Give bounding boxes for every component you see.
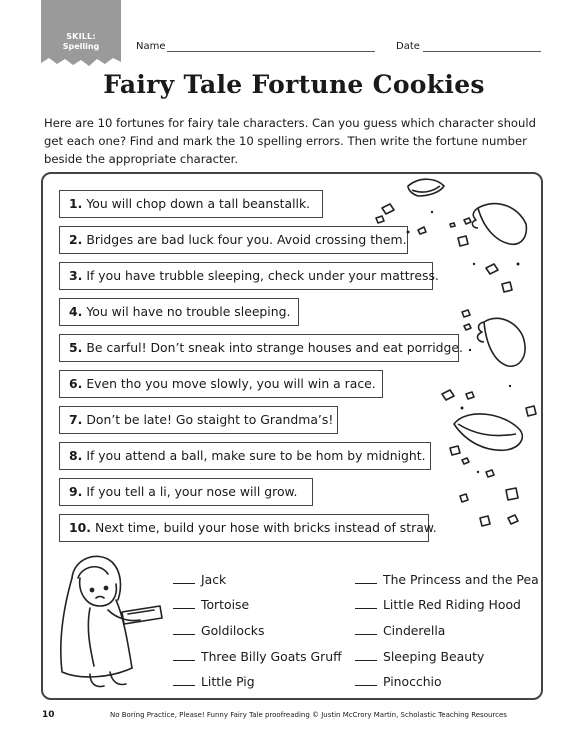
- fortune-number: 6.: [69, 376, 83, 391]
- fortune-number: 10.: [69, 520, 91, 535]
- fortune-number: 5.: [69, 340, 83, 355]
- footer-credit: No Boring Practice, Please! Funny Fairy Tale proofreading © Justin McCrory Martin, Scholastic Teaching Resources: [110, 711, 507, 719]
- character-cinderella: [355, 623, 445, 638]
- fortune-7: [59, 406, 338, 434]
- fortune-number: 9.: [69, 484, 83, 499]
- character-name: Sleeping Beauty: [383, 649, 485, 664]
- character-princess-pea: [355, 572, 539, 587]
- fortune-text: If you attend a ball, make sure to be hom by midnight.: [86, 448, 426, 463]
- fortune-number: 7.: [69, 412, 83, 427]
- character-name: Little Pig: [201, 674, 255, 689]
- answer-blank[interactable]: [355, 634, 377, 635]
- character-red-riding-hood: [355, 597, 521, 612]
- character-little-pig: [173, 674, 255, 689]
- skill-tab: [41, 0, 121, 68]
- skill-value: Spelling: [62, 42, 100, 51]
- name-field[interactable]: [167, 51, 375, 52]
- character-name: Three Billy Goats Gruff: [201, 649, 342, 664]
- fortune-text: You wil have no trouble sleeping.: [86, 304, 291, 319]
- fortune-2: [59, 226, 408, 254]
- character-name: The Princess and the Pea: [383, 572, 539, 587]
- character-name: Cinderella: [383, 623, 446, 638]
- fortune-4: [59, 298, 299, 326]
- instructions: Here are 10 fortunes for fairy tale characters. Can you guess which character should get each one? Find and mark the 10 spelling errors. Then write the fortune number beside the appropriate character.: [44, 116, 536, 166]
- fortune-number: 8.: [69, 448, 83, 463]
- answer-blank[interactable]: [173, 685, 195, 686]
- answer-blank[interactable]: [355, 685, 377, 686]
- character-sleeping-beauty: [355, 649, 484, 664]
- answer-blank[interactable]: [355, 660, 377, 661]
- little-red-riding-hood-illustration: [50, 548, 164, 696]
- skill-label: SKILL:: [66, 32, 96, 41]
- fortune-text: If you have trubble sleeping, check under your mattress.: [86, 268, 439, 283]
- answer-blank[interactable]: [355, 583, 377, 584]
- fortune-number: 2.: [69, 232, 83, 247]
- fortune-9: [59, 478, 313, 506]
- fortune-cookies-illustration: [370, 172, 542, 552]
- page-number: 10: [42, 710, 55, 720]
- fortune-text: If you tell a li, your nose will grow.: [86, 484, 298, 499]
- name-label: Name: [136, 41, 166, 52]
- fortune-number: 4.: [69, 304, 83, 319]
- fortune-number: 1.: [69, 196, 83, 211]
- character-tortoise: [173, 597, 249, 612]
- fortune-number: 3.: [69, 268, 83, 283]
- character-name: Goldilocks: [201, 623, 265, 638]
- answer-blank[interactable]: [173, 660, 195, 661]
- page-title: Fairy Tale Fortune Cookies: [103, 70, 485, 99]
- date-field[interactable]: [423, 51, 541, 52]
- fortune-text: Be carful! Don’t sneak into strange houses and eat porridge.: [86, 340, 463, 355]
- answer-blank[interactable]: [173, 608, 195, 609]
- character-name: Pinocchio: [383, 674, 442, 689]
- answer-blank[interactable]: [173, 634, 195, 635]
- character-name: Jack: [201, 572, 227, 587]
- date-label: Date: [396, 41, 420, 52]
- fortune-text: You will chop down a tall beanstallk.: [86, 196, 311, 211]
- character-name: Little Red Riding Hood: [383, 597, 521, 612]
- fortune-text: Next time, build your hose with bricks instead of straw.: [94, 520, 437, 535]
- fortune-6: [59, 370, 383, 398]
- fortune-text: Bridges are bad luck four you. Avoid crossing them.: [86, 232, 407, 247]
- character-pinocchio: [355, 674, 442, 689]
- character-jack: [173, 572, 226, 587]
- character-name: Tortoise: [201, 597, 250, 612]
- character-goldilocks: [173, 623, 264, 638]
- fortune-1: [59, 190, 323, 218]
- answer-blank[interactable]: [355, 608, 377, 609]
- character-billy-goats: [173, 649, 342, 664]
- fortune-text: Don’t be late! Go staight to Grandma’s!: [86, 412, 334, 427]
- fortune-text: Even tho you move slowly, you will win a race.: [86, 376, 376, 391]
- answer-blank[interactable]: [173, 583, 195, 584]
